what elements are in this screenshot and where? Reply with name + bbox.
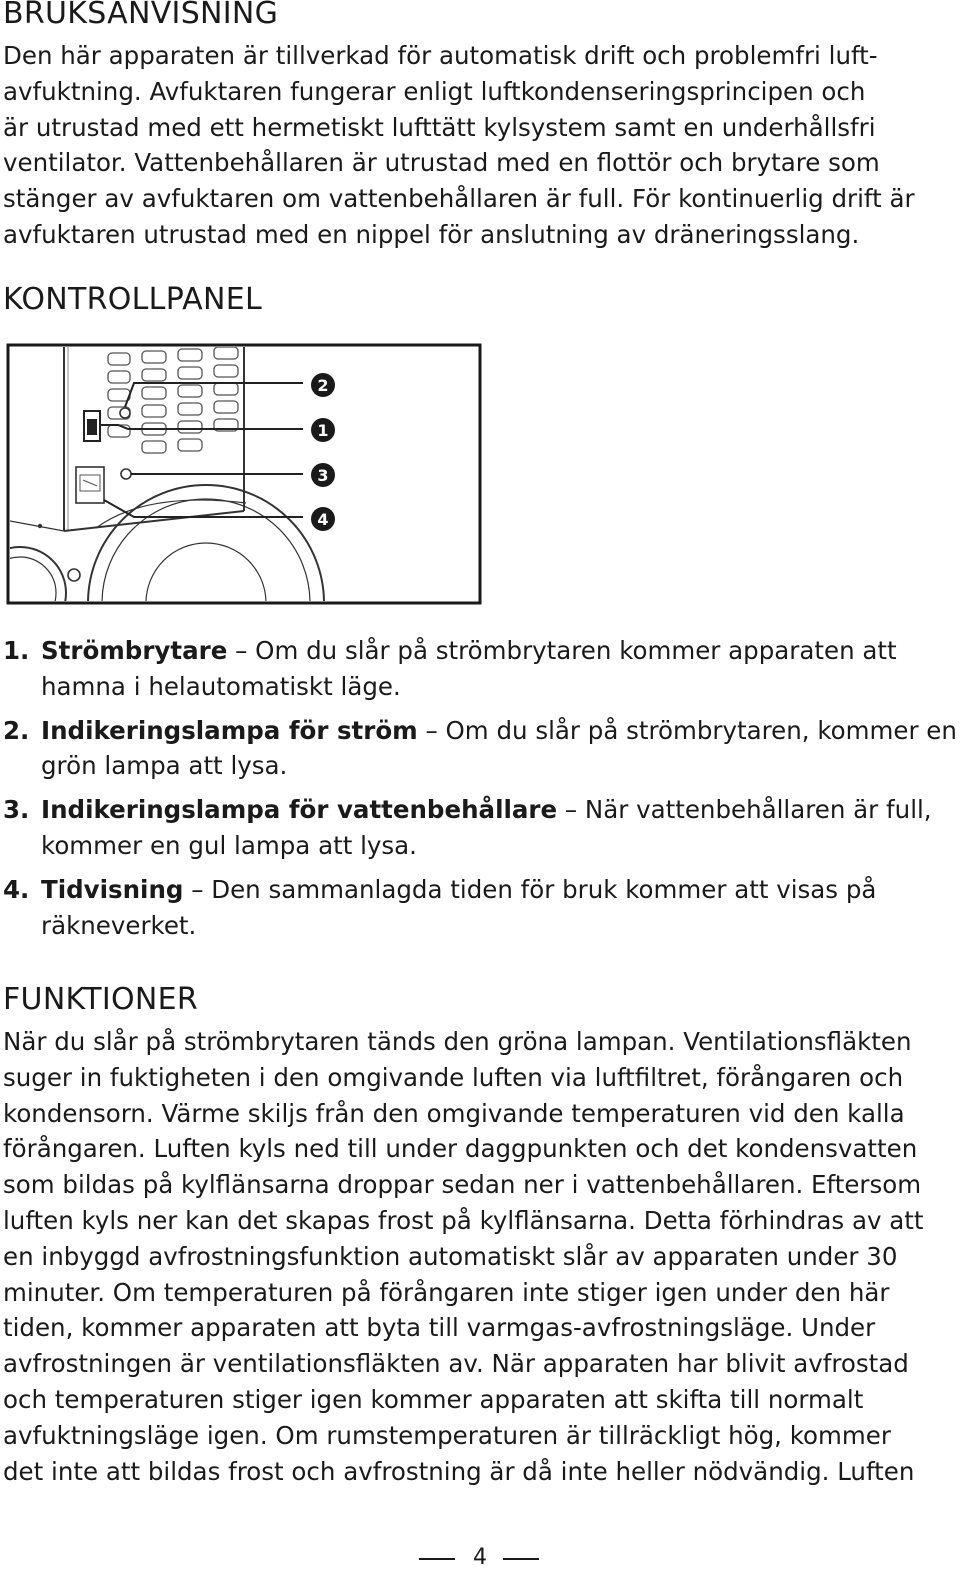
callout-2: [311, 373, 335, 397]
item-number: 3.: [3, 795, 30, 825]
callout-label: 4: [317, 510, 329, 529]
funktioner-line: avfuktningsläge igen. Om rumstemperaturen är tillräckligt hög, kommer: [3, 1420, 891, 1450]
power-lamp-drawing: [120, 408, 130, 418]
power-switch-drawing: [84, 411, 100, 441]
funktioner-line: minuter. Om temperaturen på förångaren inte stiger igen under den här: [3, 1277, 890, 1307]
item-description: – Om du slår på strömbrytaren, kommer en: [417, 715, 957, 745]
funktioner-line: en inbyggd avfrostningsfunktion automatiskt slår av apparaten under 30: [3, 1241, 898, 1271]
callout-4: [311, 507, 335, 531]
item-term: Tidvisning: [41, 874, 184, 904]
funktioner-line: det inte att bildas frost och avfrostning är då inte heller nödvändig. Luften: [3, 1456, 915, 1486]
item-description-cont: hamna i helautomatiskt läge.: [41, 671, 401, 701]
page-number: 4: [473, 1545, 487, 1570]
item-term: Strömbrytare: [41, 636, 228, 665]
heading-kontrollpanel: KONTROLLPANEL: [3, 282, 263, 317]
callout-1: [311, 418, 335, 442]
heading-funktioner: FUNKTIONER: [3, 982, 199, 1017]
water-lamp-drawing: [121, 469, 131, 479]
control-panel-list: [3, 633, 957, 951]
item-description: – När vattenbehållaren är full,: [557, 795, 932, 825]
funktioner-line: luften kyls ner kan det skapas frost på kylflänsarna. Detta förhindras av att: [3, 1205, 924, 1235]
item-term: Indikeringslampa för ström: [41, 715, 418, 745]
item-description-cont: räkneverket.: [41, 910, 197, 940]
funktioner-line: kondensorn. Värme skiljs från den omgivande temperaturen vid den kalla: [3, 1098, 905, 1128]
control-panel-illustration: [6, 343, 482, 605]
funktioner-paragraph: [3, 1024, 924, 1489]
callout-label: 1: [317, 421, 329, 440]
item-description-cont: grön lampa att lysa.: [41, 751, 288, 781]
callout-label: 2: [317, 376, 329, 395]
intro-line: är utrustad med ett hermetiskt lufttätt kylsystem samt en underhållsfri: [3, 112, 876, 142]
funktioner-line: suger in fuktigheten i den omgivande luften via luftfiltret, förångaren och: [3, 1062, 904, 1092]
page-footer: [3, 1541, 955, 1577]
funktioner-line: avfrostningen är ventilationsfläkten av. När apparaten har blivit avfrostad: [3, 1349, 909, 1379]
callout-label: 3: [317, 466, 329, 485]
item-number: 4.: [3, 874, 30, 904]
funktioner-line: tiden, kommer apparaten att byta till varmgas-avfrostningsläge. Under: [3, 1313, 876, 1343]
intro-line: Den här apparaten är tillverkad för automatisk drift och problemfri luft-: [3, 41, 878, 70]
item-number: 2.: [3, 715, 30, 745]
footer-rule-left: [419, 1558, 455, 1560]
list-item: [3, 872, 957, 944]
item-number: 1.: [3, 636, 30, 665]
footer-rule-right: [503, 1558, 539, 1560]
intro-paragraph: [3, 38, 915, 253]
list-item: [3, 633, 957, 705]
funktioner-line: förångaren. Luften kyls ned till under daggpunkten och det kondensvatten: [3, 1134, 918, 1164]
intro-line: avfuktaren utrustad med en nippel för anslutning av dräneringsslang.: [3, 219, 860, 249]
intro-line: avfuktning. Avfuktaren fungerar enligt luftkondenseringsprincipen och: [3, 76, 866, 106]
funktioner-line: och temperaturen stiger igen kommer apparaten att skifta till normalt: [3, 1384, 864, 1414]
heading-bruksanvisning: BRUKSANVISNING: [3, 0, 279, 31]
intro-line: ventilator. Vattenbehållaren är utrustad med en flottör och brytare som: [3, 148, 880, 178]
list-item: [3, 792, 957, 864]
intro-line: stänger av avfuktaren om vattenbehållaren är full. För kontinuerlig drift är: [3, 184, 915, 214]
hour-counter-drawing: [76, 467, 104, 503]
funktioner-line: När du slår på strömbrytaren tänds den gröna lampan. Ventilationsfläkten: [3, 1027, 912, 1056]
item-description: – Om du slår på strömbrytaren kommer apparaten att: [227, 636, 897, 665]
funktioner-line: som bildas på kylflänsarna droppar sedan ner i vattenbehållaren. Eftersom: [3, 1170, 922, 1200]
item-description-cont: kommer en gul lampa att lysa.: [41, 830, 417, 860]
callout-3: [311, 463, 335, 487]
item-term: Indikeringslampa för vattenbehållare: [41, 795, 558, 825]
item-description: – Den sammanlagda tiden för bruk kommer att visas på: [183, 874, 877, 904]
list-item: [3, 713, 957, 785]
